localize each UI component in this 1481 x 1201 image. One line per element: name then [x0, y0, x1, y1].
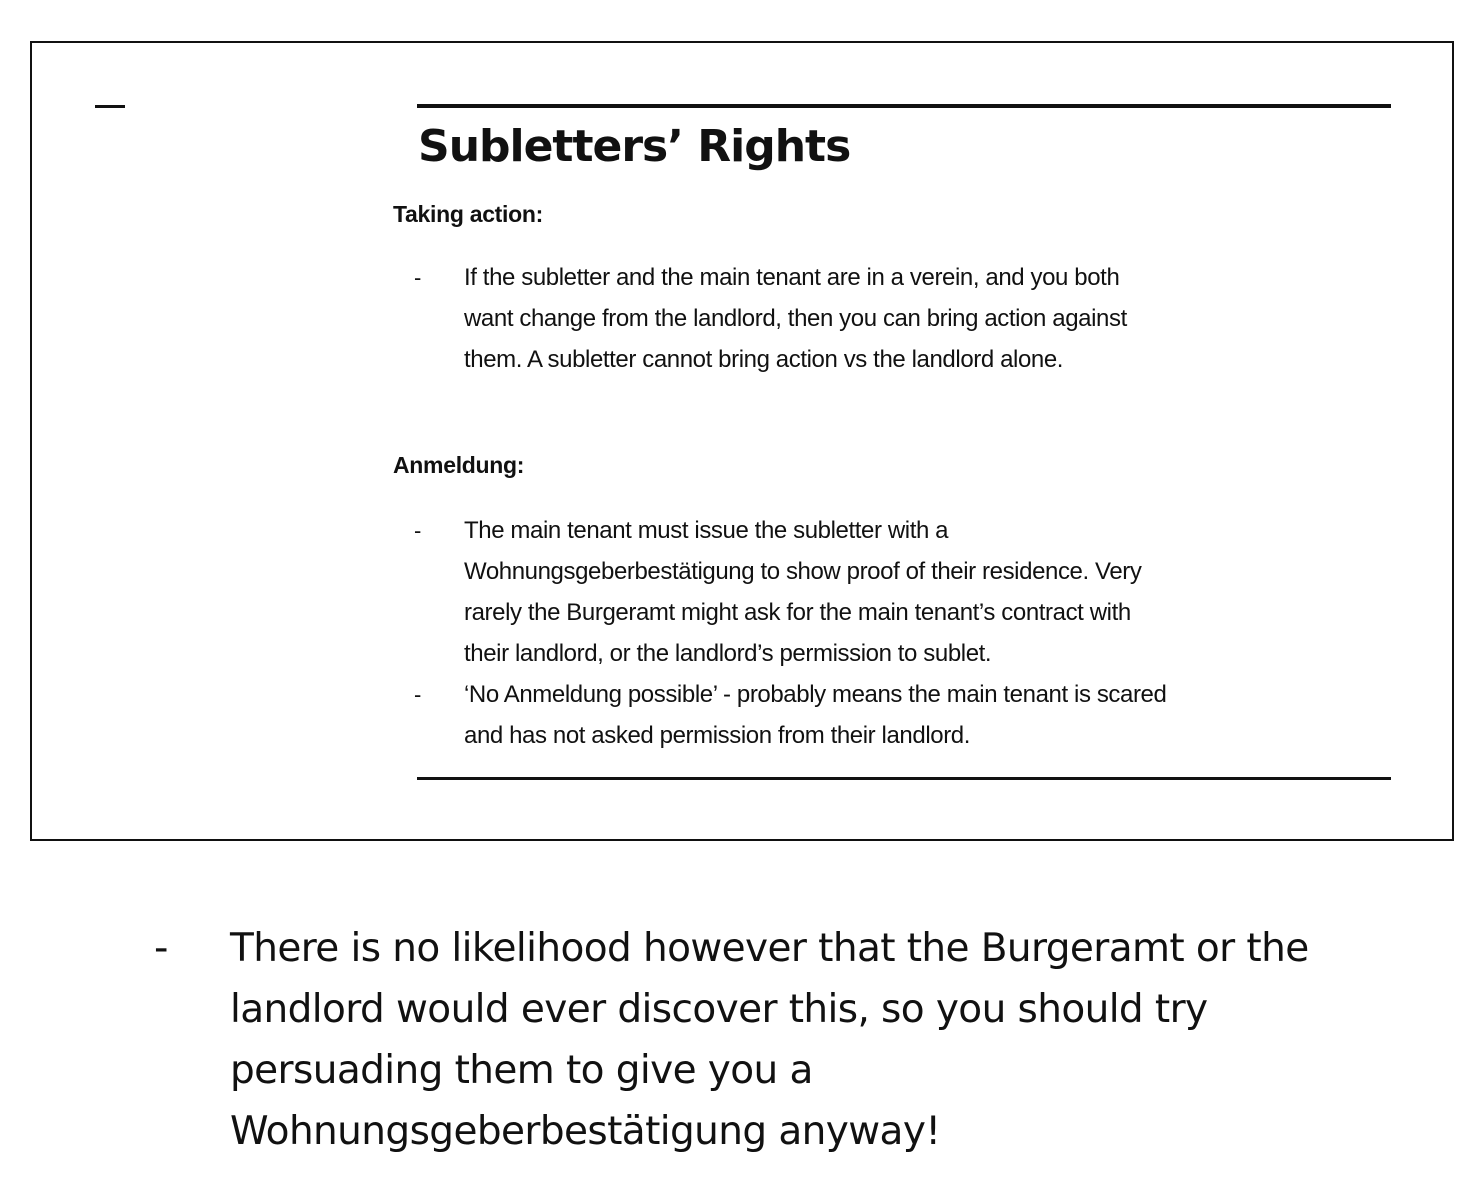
note-marker: -	[154, 925, 169, 971]
bullet-line: their landlord, or the landlord’s permission to sublet.	[464, 640, 992, 667]
bullet-text	[464, 510, 1364, 674]
note-text	[230, 918, 1360, 1162]
note-line: Wohnungsgeberbestätigung anyway!	[230, 1109, 941, 1154]
bullet-line: want change from the landlord, then you can bring action against	[464, 305, 1127, 332]
slide-title: Subletters’ Rights	[418, 121, 851, 172]
bullet-line: Wohnungsgeberbestätigung to show proof of their residence. Very	[464, 558, 1142, 585]
section-heading-taking-action: Taking action:	[393, 201, 543, 227]
bullet-line: rarely the Burgeramt might ask for the main tenant’s contract with	[464, 599, 1131, 626]
bullet-line: them. A subletter cannot bring action vs the landlord alone.	[464, 346, 1064, 373]
note-line: persuading them to give you a	[230, 1048, 813, 1093]
bottom-rule	[417, 777, 1391, 780]
note-line: landlord would ever discover this, so you should try	[230, 987, 1208, 1032]
title-top-rule	[417, 104, 1391, 108]
bullet-line: and has not asked permission from their landlord.	[464, 722, 971, 749]
bullet-marker: -	[414, 265, 422, 290]
bullet-line: If the subletter and the main tenant are in a verein, and you both	[464, 264, 1120, 291]
bullet-text	[464, 674, 1364, 756]
note-line: There is no likelihood however that the Burgeramt or the	[230, 926, 1309, 971]
bullet-line: The main tenant must issue the subletter with a	[464, 517, 949, 544]
section-heading-anmeldung: Anmeldung:	[393, 452, 525, 478]
bullet-marker: -	[414, 682, 422, 707]
bullet-text	[464, 257, 1364, 380]
bullet-line: ‘No Anmeldung possible’ - probably means the main tenant is scared	[464, 681, 1167, 708]
bullet-marker: -	[414, 518, 422, 543]
corner-dash-mark	[95, 105, 125, 108]
